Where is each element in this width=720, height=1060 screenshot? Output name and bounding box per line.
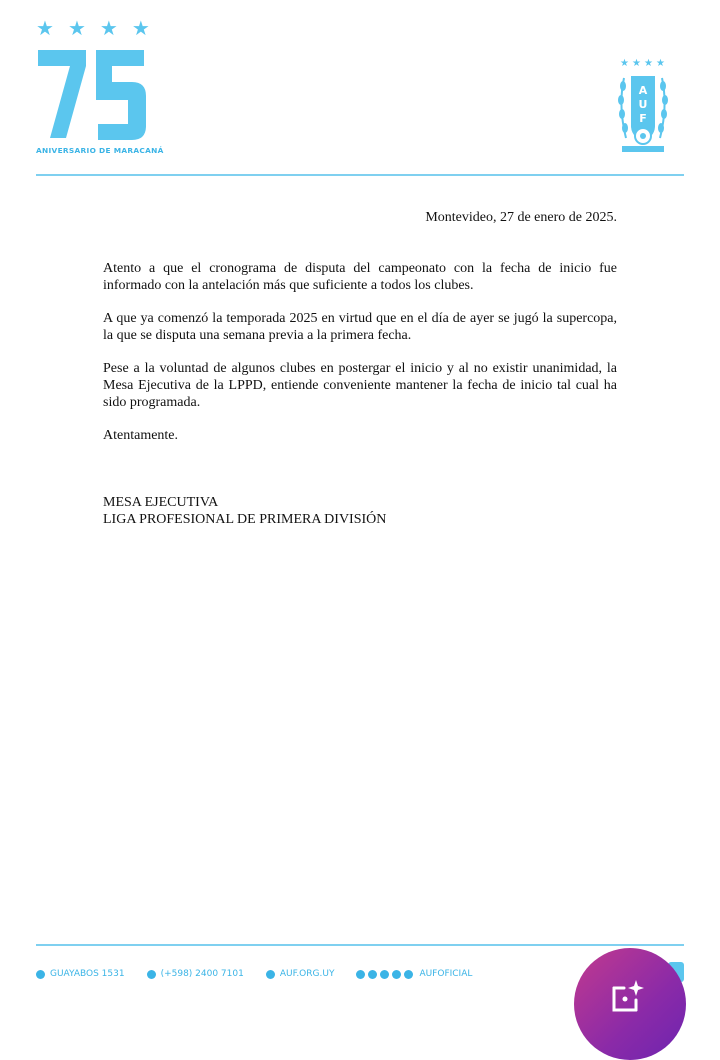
edit-image-icon [610,978,646,1014]
auf-logo-text-a: A [638,84,648,97]
social-handle-text: AUFOFICIAL [419,969,473,979]
star-icon: ★ [67,16,86,40]
auf-logo-text-f: F [639,112,647,125]
paragraph: Atento a que el cronograma de disputa del campeonato con la fecha de inicio fue informado con la antelación más que suficiente a todos los clubes. [103,261,617,293]
star-icon: ★ [656,58,665,69]
auf-crest-logo [614,56,672,158]
footer-divider [36,944,684,946]
edit-image-button[interactable] [574,948,686,1060]
star-icon: ★ [131,16,150,40]
address-text: GUAYABOS 1531 [50,969,125,979]
closing: Atentamente. [103,428,179,443]
star-icon: ★ [644,58,653,69]
footer-social [356,969,472,979]
signature-line: LIGA PROFESIONAL DE PRIMERA DIVISIÓN [103,512,387,527]
twitter-icon[interactable] [368,970,377,979]
tiktok-icon[interactable] [404,970,413,979]
paragraph: A que ya comenzó la temporada 2025 en virtud que en el día de ayer se jugó la supercopa, la que se disputa una semana previa a la primera fecha. [103,311,617,343]
header-divider [36,174,684,176]
youtube-icon[interactable] [380,970,389,979]
footer-website[interactable] [266,969,335,979]
signature-line: MESA EJECUTIVA [103,495,219,510]
signature-block [103,494,386,528]
phone-text: (+598) 2400 7101 [160,969,244,979]
phone-icon [147,970,156,979]
auf-logo-text-u: U [638,98,648,111]
letter-date: Montevideo, 27 de enero de 2025. [425,210,617,225]
globe-icon [266,970,275,979]
letter-body [103,260,617,460]
star-icon: ★ [36,16,54,40]
location-icon [36,970,45,979]
paragraph: Pese a la voluntad de algunos clubes en postergar el inicio y al no existir unanimidad, la Mesa Ejecutiva de la LPPD, entiende conveniente mantener la fecha de inicio tal cual ha sido programada. [103,361,617,410]
logo-stars [36,18,150,38]
star-icon: ★ [632,58,641,69]
instagram-icon[interactable] [392,970,401,979]
anniversary-logo [36,16,164,160]
footer-address [36,969,125,979]
star-icon: ★ [99,16,118,40]
star-icon: ★ [620,58,629,69]
footer-phone [147,969,244,979]
facebook-icon[interactable] [356,970,365,979]
website-text[interactable]: AUF.ORG.UY [279,969,335,979]
logo-75-graphic [36,46,156,146]
logo-caption: ANIVERSARIO DE MARACANÁ [36,146,164,155]
footer-contact [36,969,494,979]
